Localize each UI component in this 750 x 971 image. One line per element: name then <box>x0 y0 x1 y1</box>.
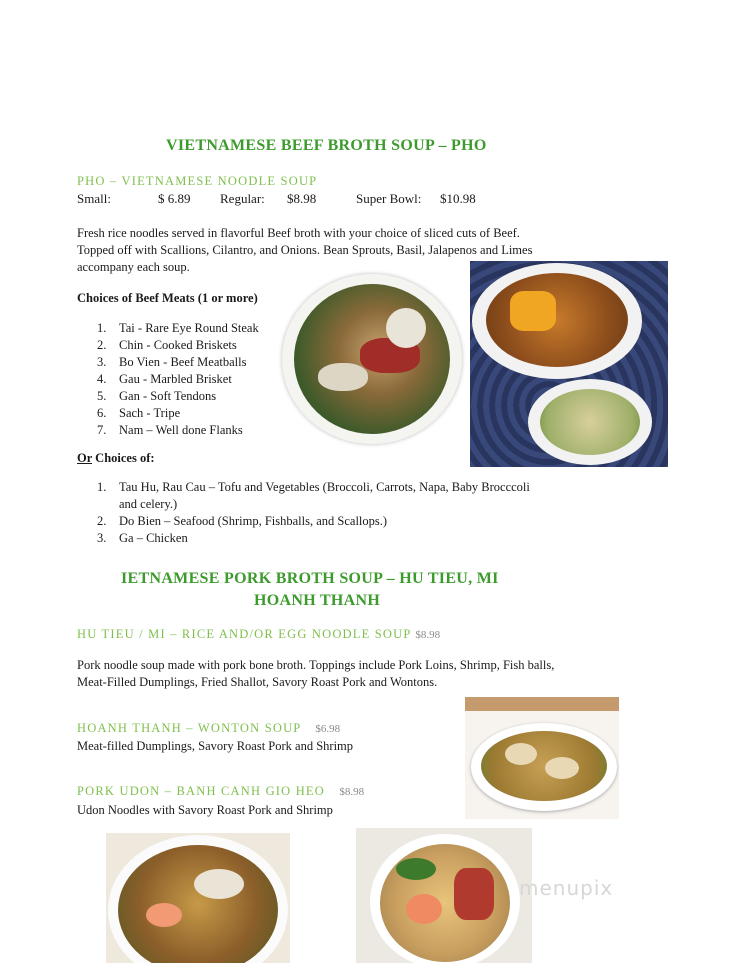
other-choices-list <box>97 479 537 547</box>
pho-section-title: VIETNAMESE BEEF BROTH SOUP – PHO <box>166 137 487 154</box>
udon-bowl-photo <box>356 828 532 963</box>
pho-bowl-photo <box>276 268 470 448</box>
beef-choices-heading: Choices of Beef Meats (1 or more) <box>77 291 258 305</box>
hu-tieu-price: $8.98 <box>415 629 441 641</box>
hu-tieu-subtitle: HU TIEU / MI – RICE AND/OR EGG NOODLE SOUP $8.98 <box>77 627 441 641</box>
wonton-title: HOANH THANH – WONTON SOUP $6.98 <box>77 721 341 735</box>
udon-title: PORK UDON – BANH CANH GIO HEO $8.98 <box>77 784 365 798</box>
list-item: 3. Ga – Chicken <box>97 531 188 545</box>
pho-price-super-label: Super Bowl: <box>356 191 422 206</box>
list-item: 2. Do Bien – Seafood (Shrimp, Fishballs, and Scallops.) <box>97 514 388 528</box>
list-item: 6. Sach - Tripe <box>97 406 181 420</box>
udon-price: $8.98 <box>339 786 365 798</box>
list-item: 1. Tai - Rare Eye Round Steak <box>97 321 259 335</box>
pho-price-small: $ 6.89 <box>158 191 191 206</box>
list-item: 5. Gan - Soft Tendons <box>97 389 217 403</box>
wonton-description: Meat-filled Dumplings, Savory Roast Pork and Shrimp <box>77 739 354 753</box>
hu-tieu-description: Pork noodle soup made with pork bone broth. Toppings include Pork Loins, Shrimp, Fish balls, Meat-Filled Dumplings, Fried Shallot, Savory Roast Pork and Wontons. <box>77 658 555 689</box>
pho-description: Fresh rice noodles served in flavorful Beef broth with your choice of sliced cuts of Beef. Topped off with Scallions, Cilantro, and Onions. Bean Sprouts, Basil, Jalapenos and Limes accompany each soup. <box>77 226 533 274</box>
wonton-bowl-photo <box>465 697 619 819</box>
other-choices-heading: Or Choices of: <box>77 451 155 465</box>
pho-price-small-label: Small: <box>77 191 111 206</box>
pho-subtitle: PHO – VIETNAMESE NOODLE SOUP <box>77 174 318 188</box>
hu-tieu-section-title-cont: HOANH THANH <box>254 592 381 609</box>
pho-price-super: $10.98 <box>440 191 476 206</box>
pho-price-regular: $8.98 <box>287 191 317 206</box>
watermark: menupix <box>519 876 614 900</box>
udon-description: Udon Noodles with Savory Roast Pork and Shrimp <box>77 803 333 817</box>
list-item: 7. Nam – Well done Flanks <box>97 423 243 437</box>
list-item: 4. Gau - Marbled Brisket <box>97 372 232 386</box>
pho-price-regular-label: Regular: <box>220 191 265 206</box>
hu-tieu-section-title: IETNAMESE PORK BROTH SOUP – HU TIEU, MI <box>121 570 499 587</box>
beef-choices-list <box>97 320 297 439</box>
list-item: 3. Bo Vien - Beef Meatballs <box>97 355 247 369</box>
seafood-soup-photo <box>106 833 290 963</box>
list-item: 2. Chin - Cooked Briskets <box>97 338 237 352</box>
list-item: 1. Tau Hu, Rau Cau – Tofu and Vegetables (Broccoli, Carrots, Napa, Baby Brocccoli and celery.) <box>97 480 530 511</box>
soup-table-photo <box>470 261 668 467</box>
wonton-price: $6.98 <box>315 723 341 735</box>
